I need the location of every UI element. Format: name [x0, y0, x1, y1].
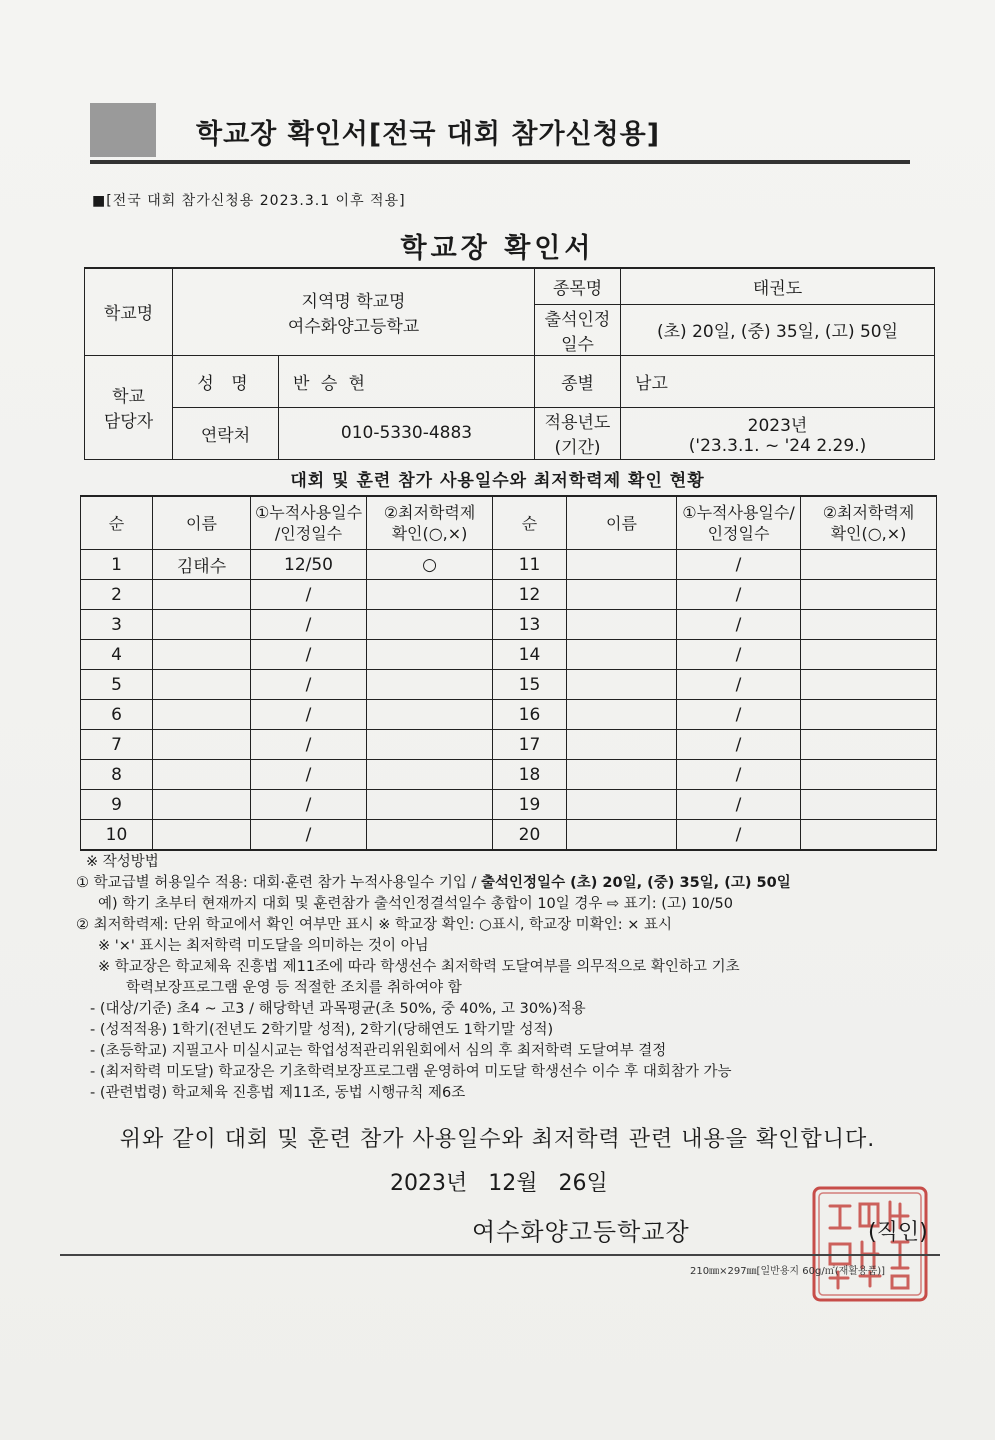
athlete-name [153, 820, 251, 851]
used-days: 12/50 [251, 550, 367, 580]
instruction-line-11: - (관련법령) 학교체육 진흥법 제11조, 동법 시행규칙 제6조 [90, 1085, 466, 1101]
table-row [81, 820, 937, 851]
staff-label [85, 355, 173, 459]
minimum-academic-check [801, 700, 937, 730]
applicability-note: ■[전국 대회 참가신청용 2023.3.1 이후 적용] [92, 193, 406, 209]
section-title: 대회 및 훈련 참가 사용일수와 최저학력제 확인 현황 [290, 471, 705, 491]
athlete-name [567, 640, 677, 670]
minimum-academic-check [801, 580, 937, 610]
instruction-line-6: 학력보장프로그램 운영 등 적절한 조치를 취하여야 함 [126, 980, 462, 996]
confirmation-statement: 위와 같이 대회 및 훈련 참가 사용일수와 최저학력 관련 내용을 확인합니다. [119, 1127, 876, 1152]
table-row [81, 670, 937, 700]
used-days: / [677, 640, 801, 670]
row-number: 10 [81, 820, 153, 851]
athlete-name [567, 820, 677, 851]
period-value: ('23.3.1. ~ '24 2.29.) [688, 435, 867, 456]
used-days: / [677, 730, 801, 760]
attendance-label-1: 출석인정 [544, 309, 611, 330]
table-row [81, 610, 937, 640]
athlete-name [153, 700, 251, 730]
school-line1: 지역명 학교명 [301, 291, 406, 312]
athlete-name [153, 610, 251, 640]
used-days: / [251, 730, 367, 760]
header-seq-right: 순 [493, 496, 567, 550]
school-line2: 여수화양고등학교 [287, 316, 420, 337]
athlete-name [153, 670, 251, 700]
athlete-name [567, 610, 677, 640]
minimum-academic-check [367, 820, 493, 851]
athlete-name [567, 760, 677, 790]
header-seq: 순 [81, 496, 153, 550]
row-number: 19 [493, 790, 567, 820]
athlete-name [153, 730, 251, 760]
row-number: 6 [81, 700, 153, 730]
minimum-academic-check [801, 760, 937, 790]
row-number: 11 [493, 550, 567, 580]
minimum-academic-check [367, 670, 493, 700]
gender-label: 종별 [535, 355, 621, 407]
minimum-academic-check [801, 550, 937, 580]
row-number: 1 [81, 550, 153, 580]
footer-divider [60, 1254, 940, 1256]
header-check-right [801, 496, 937, 550]
used-days: / [677, 610, 801, 640]
minimum-academic-check [367, 790, 493, 820]
sport-label: 종목명 [535, 268, 621, 304]
used-days: / [251, 610, 367, 640]
minimum-academic-check [367, 730, 493, 760]
staff-label-2: 담당자 [103, 412, 154, 432]
header-days-r2: 인정일수 [707, 524, 770, 543]
roster-header-row [81, 496, 937, 550]
minimum-academic-check [801, 730, 937, 760]
row-number: 5 [81, 670, 153, 700]
minimum-academic-check [801, 610, 937, 640]
row-number: 2 [81, 580, 153, 610]
sport-value: 태권도 [621, 268, 935, 304]
header-title: 학교장 확인서[전국 대회 참가신청용] [196, 119, 661, 150]
table-row [81, 580, 937, 610]
minimum-academic-check [801, 790, 937, 820]
year-value: 2023년 [747, 415, 808, 436]
table-row [81, 730, 937, 760]
instruction-line-1b: 출석인정일수 (초) 20일, (중) 35일, (고) 50일 [481, 875, 791, 891]
header-name: 이름 [153, 496, 251, 550]
minimum-academic-check [367, 580, 493, 610]
roster-body [81, 550, 937, 851]
gender-value: 남고 [621, 355, 935, 407]
athlete-name [153, 580, 251, 610]
athlete-name [153, 640, 251, 670]
table-row [81, 700, 937, 730]
school-name-cell [173, 268, 535, 355]
instruction-line-10: - (최저학력 미도달) 학교장은 기초학력보장프로그램 운영하여 미도달 학생선수 이수 후 대회참가 가능 [90, 1064, 732, 1080]
row-number: 12 [493, 580, 567, 610]
header-divider [90, 160, 910, 164]
used-days: / [251, 580, 367, 610]
table-row [81, 760, 937, 790]
minimum-academic-check [801, 670, 937, 700]
row-number: 8 [81, 760, 153, 790]
row-number: 18 [493, 760, 567, 790]
athlete-name [567, 550, 677, 580]
row-number: 4 [81, 640, 153, 670]
athlete-name [153, 760, 251, 790]
header-check-r2: 확인(○,×) [830, 524, 907, 543]
year-label-1: 적용년도 [544, 413, 611, 433]
athlete-name [567, 730, 677, 760]
row-number: 9 [81, 790, 153, 820]
instruction-line-1a: ① 학교급별 허용일수 적용: 대회·훈련 참가 누적사용일수 기입 / [76, 875, 482, 891]
used-days: / [677, 670, 801, 700]
used-days: / [677, 580, 801, 610]
row-number: 13 [493, 610, 567, 640]
instruction-line-7: - (대상/기준) 초4 ~ 고3 / 해당학년 과목평균(초 50%, 중 40%, 고 30%)적용 [90, 1001, 586, 1017]
table-row [81, 640, 937, 670]
athlete-name [567, 670, 677, 700]
instruction-line-9: - (초등학교) 지필고사 미실시교는 학업성적관리위원회에서 심의 후 최저학력 도달여부 결정 [90, 1043, 667, 1059]
row-number: 3 [81, 610, 153, 640]
minimum-academic-check [801, 820, 937, 851]
contact-value: 010-5330-4883 [279, 407, 535, 459]
athlete-name [567, 790, 677, 820]
instruction-line-3: ② 최저학력제: 단위 학교에서 확인 여부만 표시 ※ 학교장 확인: ○표시, 학교장 미확인: × 표시 [76, 917, 672, 933]
header-days [251, 496, 367, 550]
instruction-line-5: ※ 학교장은 학교체육 진흥법 제11조에 따라 학생선수 최저학력 도달여부를 의무적으로 확인하고 기초 [98, 959, 740, 975]
used-days: / [251, 700, 367, 730]
year-label-2: (기간) [554, 438, 601, 458]
used-days: / [251, 820, 367, 851]
year-label [535, 407, 621, 459]
instructions-heading: ※ 작성방법 [86, 854, 159, 870]
athlete-name: 김태수 [153, 550, 251, 580]
staff-label-1: 학교 [112, 387, 145, 407]
instruction-line-8: - (성적적용) 1학기(전년도 2학기말 성적), 2학기(당해연도 1학기말 성적) [90, 1022, 554, 1038]
row-number: 7 [81, 730, 153, 760]
header-check [367, 496, 493, 550]
instruction-line-4: ※ '×' 표시는 최저학력 미도달을 의미하는 것이 아님 [98, 938, 429, 954]
header-gray-block [90, 103, 156, 157]
attendance-label [535, 304, 621, 355]
header-check-r1: ②최저학력제 [822, 503, 915, 522]
used-days: / [677, 550, 801, 580]
used-days: / [251, 790, 367, 820]
minimum-academic-check [367, 760, 493, 790]
seal-label: (직인) [868, 1220, 928, 1245]
attendance-label-2: 일수 [561, 334, 594, 355]
attendance-value: (초) 20일, (중) 35일, (고) 50일 [621, 304, 935, 355]
athlete-name [567, 580, 677, 610]
minimum-academic-check: ○ [367, 550, 493, 580]
school-label: 학교명 [85, 268, 173, 355]
header-check-1: ②최저학력제 [383, 503, 476, 522]
table-row [81, 550, 937, 580]
contact-label: 연락처 [173, 407, 279, 459]
row-number: 16 [493, 700, 567, 730]
school-info-table [84, 267, 935, 460]
minimum-academic-check [367, 640, 493, 670]
header-days-1: ①누적사용일수 [254, 503, 363, 522]
name-value: 반 승 현 [279, 355, 535, 407]
used-days: / [677, 790, 801, 820]
name-label: 성 명 [173, 355, 279, 407]
header-name-right: 이름 [567, 496, 677, 550]
instruction-line-1 [76, 873, 946, 894]
used-days: / [251, 670, 367, 700]
athlete-name [567, 700, 677, 730]
minimum-academic-check [367, 610, 493, 640]
used-days: / [677, 700, 801, 730]
row-number: 14 [493, 640, 567, 670]
used-days: / [251, 760, 367, 790]
athlete-name [153, 790, 251, 820]
used-days: / [677, 760, 801, 790]
table-row [81, 790, 937, 820]
row-number: 17 [493, 730, 567, 760]
year-value-cell [621, 407, 935, 459]
row-number: 15 [493, 670, 567, 700]
instruction-line-2: 예) 학기 초부터 현재까지 대회 및 훈련참가 출석인정결석일수 총합이 10일 경우 ⇨ 표기: (고) 10/50 [98, 896, 734, 912]
header-days-2: /인정일수 [274, 524, 343, 543]
header-days-r1: ①누적사용일수/ [682, 503, 795, 522]
used-days: / [677, 820, 801, 851]
issue-date: 2023년 12월 26일 [390, 1171, 608, 1196]
header-days-right [677, 496, 801, 550]
principal-title: 여수화양고등학교장 [472, 1218, 690, 1246]
header-check-2: 확인(○,×) [391, 524, 468, 543]
used-days: / [251, 640, 367, 670]
row-number: 20 [493, 820, 567, 851]
paper-spec: 210㎜×297㎜[일반용지 60g/㎡(재활용품)] [690, 1266, 886, 1277]
instructions [76, 852, 946, 1104]
roster-table [80, 495, 937, 851]
page-title: 학교장 확인서 [400, 233, 595, 264]
minimum-academic-check [801, 640, 937, 670]
minimum-academic-check [367, 700, 493, 730]
